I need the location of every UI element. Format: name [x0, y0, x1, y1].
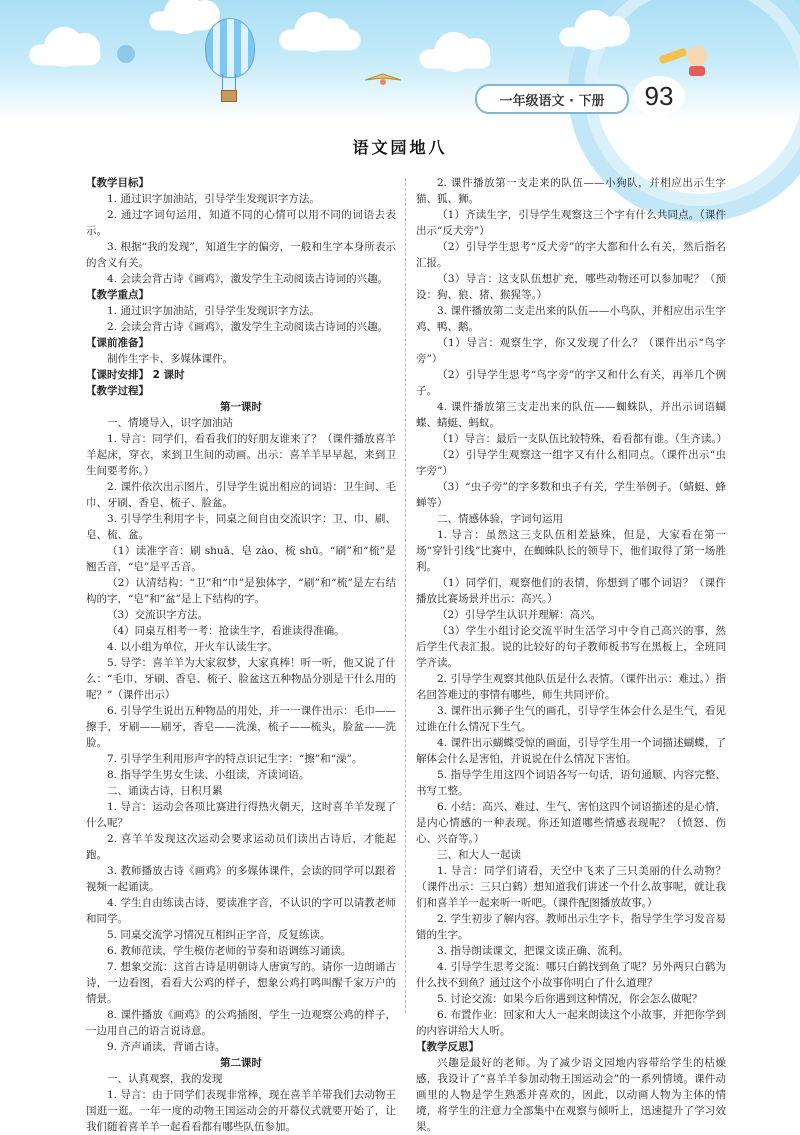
- paragraph: （2）认清结构：“卫”和“巾”是独体字，“刷”和“梳”是左右结构的字，“皂”和“盆”是上下结构的字。: [86, 577, 396, 605]
- paragraph: （1）齐读生字，引导学生观察这三个字有什么共同点。（课件出示“反犬旁”）: [416, 209, 726, 237]
- paragraph: 2. 课件依次出示图片，引导学生说出相应的词语：卫生间、毛巾、牙刷、香皂、梳子、脸盆。: [86, 481, 396, 509]
- paragraph: 【课前准备】: [86, 337, 149, 349]
- paragraph: 【教学目标】: [86, 177, 149, 189]
- paragraph: 兴趣是最好的老师。为了减少语文园地内容带给学生的枯燥感，我设计了“喜羊羊参加动物王国运动会”的一系列情境。课件动画里的人物是学生熟悉并喜欢的，因此，以动画人物为主体的情境，将学生的注意力全部集中在观察与倾听上，迅速提升了学习效果。: [416, 1057, 726, 1133]
- paragraph: 三、和大人一起读: [437, 849, 521, 861]
- paragraph: 8. 课件播放《画鸡》的公鸡插图，学生一边观察公鸡的样子，一边用自己的语言说诗意。: [86, 1009, 396, 1037]
- cloud-decoration: [560, 28, 620, 46]
- paragraph: 3. 指导朗读课文，把课文读正确、流利。: [437, 945, 629, 957]
- paragraph: （2）引导学生思考“鸟字旁”的字又和什么有关，再举几个例子。: [416, 369, 726, 397]
- paragraph: 3. 引导学生利用字卡，同桌之间自由交流识字：卫、巾、刷、皂、梳、盆。: [86, 513, 396, 541]
- paragraph: 第二课时: [220, 1057, 262, 1069]
- cloud-decoration: [30, 45, 100, 65]
- paragraph: 7. 想象交流：这首古诗是明朝诗人唐寅写的。请你一边朗诵古诗，一边看图，看看大公鸡的样子，想象公鸡打鸣叫醒千家万户的情景。: [86, 961, 396, 1005]
- paragraph: 【教学反思】: [416, 1041, 479, 1053]
- paragraph: 1. 导言：运动会各项比赛进行得热火朝天，这时喜羊羊发现了什么呢？: [86, 801, 396, 829]
- paragraph: 制作生字卡、多媒体课件。: [107, 353, 233, 365]
- paragraph: 二、诵读古诗，日积月累: [107, 785, 223, 797]
- paragraph: 3. 课件播放第二支走出来的队伍——小鸟队，并相应出示生字鸡、鸭、鹅。: [416, 305, 726, 333]
- paragraph: 8. 指导学生男女生读、小组读，齐读词语。: [107, 769, 310, 781]
- paragraph: 1. 导言：同学们，看看我们的好朋友谁来了？（课件播放喜羊羊起床，穿衣，来到卫生间的动画。出示：喜羊羊早早起，来到卫生间要考你。）: [86, 433, 396, 477]
- balloon-rope: [222, 74, 223, 90]
- paragraph: 4. 会读会背古诗《画鸡》，激发学生主动阅读古诗词的兴趣。: [107, 273, 389, 285]
- paragraph: 【教学重点】: [86, 289, 149, 301]
- paragraph: 6. 布置作业：回家和大人一起来朗读这个小故事，并把你学到的内容讲给大人听。: [416, 1009, 726, 1037]
- paragraph: 第一课时: [220, 401, 262, 413]
- paragraph: 6. 引导学生说出五种物品的用处，并一一课件出示：毛巾——擦手，牙刷——刷牙，香皂——洗澡，梳子——梳头，脸盆——洗脸。: [86, 705, 396, 749]
- paragraph: 3. 课件出示狮子生气的画孔，引导学生体会什么是生气，看见过谁在什么情况下生气。: [416, 705, 726, 733]
- paragraph: 二、情感体验，字词句运用: [437, 513, 563, 525]
- paragraph: 4. 以小组为单位，开火车认读生字。: [107, 641, 278, 653]
- paragraph: 3. 教师播放古诗《画鸡》的多媒体课件，会读的同学可以跟着视频一起诵读。: [86, 865, 396, 893]
- paragraph: 2. 学生初步了解内容。教师出示生字卡，指导学生学习发音易错的生字。: [416, 913, 726, 941]
- paragraph: 【课时安排】 2 课时: [86, 369, 185, 381]
- paragraph: （1）导言：观察生字，你又发现了什么？（课件出示“鸟字旁”）: [416, 337, 726, 365]
- paragraph: 5. 指导学生用这四个词语各写一句话，语句通顺、内容完整、书写工整。: [416, 769, 726, 797]
- left-column: [86, 175, 396, 1135]
- paragraph: 4. 引导学生思考交流：哪只白鹤找到鱼了呢？另外两只白鹤为什么找不到鱼？通过这个小故事你明白了什么道理？: [416, 961, 726, 989]
- paragraph: 一、情境导入，识字加油站: [107, 417, 233, 429]
- paragraph: 一、认真观察，我的发现: [107, 1073, 223, 1085]
- paragraph: （2）引导学生认识并理解：高兴。: [437, 609, 602, 621]
- paragraph: 2. 会读会背古诗《画鸡》，激发学生主动阅读古诗词的兴趣。: [107, 321, 389, 333]
- paragraph: 4. 课件出示蝴蝶受惊的画面，引导学生用一个词描述蝴蝶，了解体会什么是害怕，并说说在什么情况下害怕。: [416, 737, 726, 765]
- balloon-basket-icon: [221, 90, 237, 102]
- paragraph: 5. 同桌交流学习情况互相纠正字音，反复练读。: [107, 929, 331, 941]
- balloon-rope: [235, 74, 236, 90]
- paragraph: 4. 学生自由练读古诗，要读准字音，不认识的字可以请教老师和同学。: [86, 897, 396, 925]
- paragraph: 1. 导言：由于同学们表现非常棒，现在喜羊羊带我们去动物王国逛一逛。一年一度的动物王国运动会的开幕仪式就要开始了，让我们随着喜羊羊一起看看都有哪些队伍参加。: [86, 1089, 396, 1133]
- cloud-decoration: [420, 50, 490, 68]
- sun-icon: [117, 45, 135, 63]
- book-label: 一年级语文 · 下册: [475, 84, 629, 114]
- page-title: 语文园地八: [352, 138, 448, 157]
- paragraph: （3）交流识字方法。: [107, 609, 209, 621]
- paragraph: 6. 教师范读，学生模仿老师的节奏和语调练习诵读。: [107, 945, 352, 957]
- telescope-child-icon: [655, 38, 715, 78]
- paragraph: （3）学生小组讨论交流平时生活学习中令自己高兴的事，然后学生代表汇报。说的比较好的句子教师板书写在黑板上，全班同学齐读。: [416, 625, 726, 669]
- paragraph: 1. 导言：虽然这三支队伍相差悬殊，但是，大家看在第一场“穿针引线”比赛中，在蜘蛛队长的领导下，他们取得了第一场胜利。: [416, 529, 726, 573]
- paragraph: 3. 根据“我的发现”，知道生字的偏旁，一般和生字本身所表示的含义有关。: [86, 241, 396, 269]
- paragraph: 1. 通过识字加油站，引导学生发现识字方法。: [107, 305, 320, 317]
- paragraph: （4）同桌互相考一考：抢读生字，看谁读得准确。: [107, 625, 345, 637]
- paragraph: （2）引导学生思考“反犬旁”的字大都和什么有关，然后指名汇报。: [416, 241, 726, 269]
- paragraph: 6. 小结：高兴、难过、生气、害怕这四个词语描述的是心情，是内心情感的一种表现。你还知道哪些情感表现呢？（愤怒、伤心、兴奋等。）: [416, 801, 726, 845]
- paragraph: 4. 课件播放第三支走出来的队伍——蜘蛛队，并出示词语蝴蝶、蜻蜓、蚂蚁。: [416, 401, 726, 429]
- paragraph: （2）引导学生观察这一组字又有什么相同点。（课件出示“虫字旁”）: [416, 449, 726, 477]
- paragraph: 5. 讨论交流：如果今后你遇到这种情况，你会怎么做呢？: [437, 993, 703, 1005]
- paragraph: 2. 喜羊羊发现这次运动会要求运动员们读出古诗后，才能起跑。: [86, 833, 396, 861]
- paragraph: （1）读准字音：刷 shuā、皂 zào、梳 shū。“刷”和“梳”是翘舌音，“皂”是平舌音。: [86, 545, 396, 573]
- paragraph: 2. 引导学生观察其他队伍是什么表情。（课件出示：难过。）指名回答难过的事情有哪些，师生共同评价。: [416, 673, 726, 701]
- paragraph: 7. 引导学生利用形声字的特点识记生字：“擦”和“澡”。: [107, 753, 363, 765]
- hot-air-balloon-icon: [205, 18, 255, 78]
- cloud-decoration: [150, 12, 210, 30]
- paragraph: 9. 齐声诵读，背诵古诗。: [107, 1041, 226, 1053]
- paragraph: 1. 导言：同学们请看，天空中飞来了三只美丽的什么动物？（课件出示：三只白鹤）想知道我们讲述一个什么故事呢，就让我们和喜羊羊一起来听一听吧。（课件配图播放故事。）: [416, 865, 726, 909]
- paragraph: 2. 通过字词句运用，知道不同的心情可以用不同的词语去表示。: [86, 209, 396, 237]
- page-number: 93: [633, 76, 685, 116]
- paragraph: 5. 导学：喜羊羊为大家叙梦，大家真棒！听一听，他又说了什么：“毛巾、牙刷、香皂、梳子、脸盆这五种物品分别是干什么用的呢？”（课件出示）: [86, 657, 396, 701]
- paragraph: （3）导言：这支队伍想扩充，哪些动物还可以参加呢？（预设：狗、狼、猪、猴猩等。）: [416, 273, 726, 301]
- paragraph: （1）导言：最后一支队伍比较特殊，看看都有谁。（生齐读。）: [437, 433, 728, 445]
- paragraph: 【教学过程】: [86, 385, 149, 397]
- cloud-decoration: [280, 30, 360, 50]
- column-divider: [405, 178, 406, 1013]
- paragraph: 2. 课件播放第一支走来的队伍——小狗队，并相应出示生字猫、狐、狮。: [416, 177, 726, 205]
- paragraph: 1. 通过识字加油站，引导学生发现识字方法。: [107, 193, 320, 205]
- paragraph: （3）“虫子旁”的字多数和虫子有关，学生举例子。（蜻蜓、蜂蝉等）: [416, 481, 726, 509]
- glider-icon: [365, 72, 401, 88]
- right-column: [416, 175, 726, 1135]
- paragraph: （1）同学们，观察他们的表情，你想到了哪个词语？（课件播放比赛场景并出示：高兴。）: [416, 577, 726, 605]
